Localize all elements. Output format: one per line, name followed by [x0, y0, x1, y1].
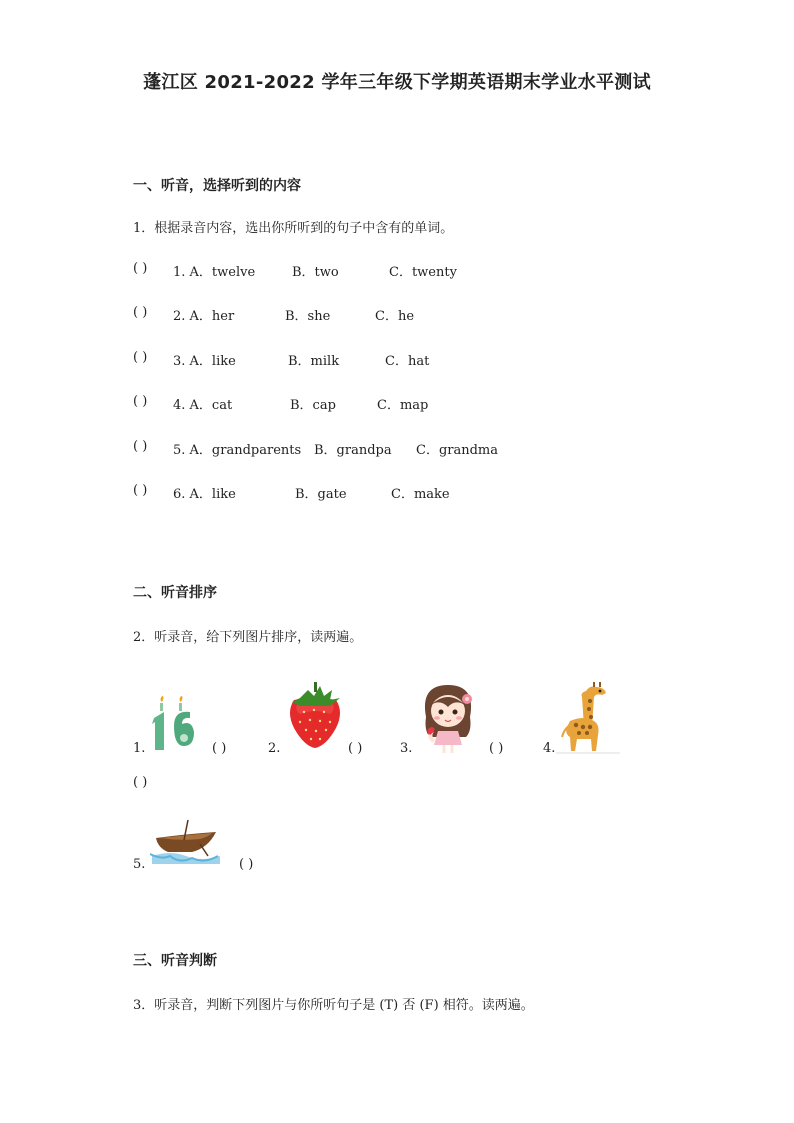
section-1-heading: 一、听音，选择听到的内容: [133, 178, 301, 194]
option-c: C．hat: [385, 354, 430, 369]
option-b: B．grandpa: [314, 443, 392, 458]
option-b: B．cap: [290, 398, 336, 413]
option-a: 6. A．like: [173, 487, 236, 502]
option-c: C．make: [391, 487, 450, 502]
answer-blank[interactable]: ( ): [133, 350, 148, 365]
section-1-instruction: 1．根据录音内容，选出你所听到的句子中含有的单词。: [133, 221, 454, 236]
answer-blank[interactable]: ( ): [489, 741, 504, 756]
option-c: C．he: [375, 309, 415, 324]
item-number: 1.: [133, 741, 146, 756]
answer-blank[interactable]: ( ): [212, 741, 227, 756]
candle-16-icon: [148, 696, 198, 752]
girl-icon: [418, 681, 478, 755]
answer-blank[interactable]: ( ): [133, 775, 148, 790]
option-a: 3. A．like: [173, 354, 236, 369]
item-number: 3.: [400, 741, 413, 756]
option-c: C．twenty: [389, 265, 457, 280]
option-a: 4. A．cat: [173, 398, 233, 413]
answer-blank[interactable]: ( ): [133, 439, 148, 454]
option-a: 2. A．her: [173, 309, 235, 324]
option-b: B．milk: [288, 354, 340, 369]
option-b: B．two: [292, 265, 339, 280]
giraffe-icon: [556, 681, 620, 755]
answer-blank[interactable]: ( ): [133, 305, 148, 320]
answer-blank[interactable]: ( ): [133, 394, 148, 409]
page-title: 蓬江区 2021-2022 学年三年级下学期英语期末学业水平测试: [143, 72, 651, 93]
option-c: C．grandma: [416, 443, 499, 458]
section-2-instruction: 2．听录音，给下列图片排序，读两遍。: [133, 630, 363, 645]
answer-blank[interactable]: ( ): [239, 857, 254, 872]
answer-blank[interactable]: ( ): [348, 741, 363, 756]
option-a: 5. A．grandparents: [173, 443, 302, 458]
item-number: 2.: [268, 741, 281, 756]
option-c: C．map: [377, 398, 429, 413]
section-3-instruction: 3．听录音，判断下列图片与你所听句子是 (T) 否 (F) 相符。读两遍。: [133, 998, 534, 1013]
section-3-heading: 三、听音判断: [133, 953, 217, 969]
section-2-heading: 二、听音排序: [133, 585, 217, 601]
answer-blank[interactable]: ( ): [133, 483, 148, 498]
strawberry-icon: [286, 680, 344, 748]
answer-blank[interactable]: ( ): [133, 261, 148, 276]
option-b: B．she: [285, 309, 331, 324]
option-a: 1. A．twelve: [173, 265, 256, 280]
option-b: B．gate: [295, 487, 347, 502]
item-number: 4.: [543, 741, 556, 756]
item-number: 5.: [133, 857, 146, 872]
boat-icon: [150, 816, 220, 866]
